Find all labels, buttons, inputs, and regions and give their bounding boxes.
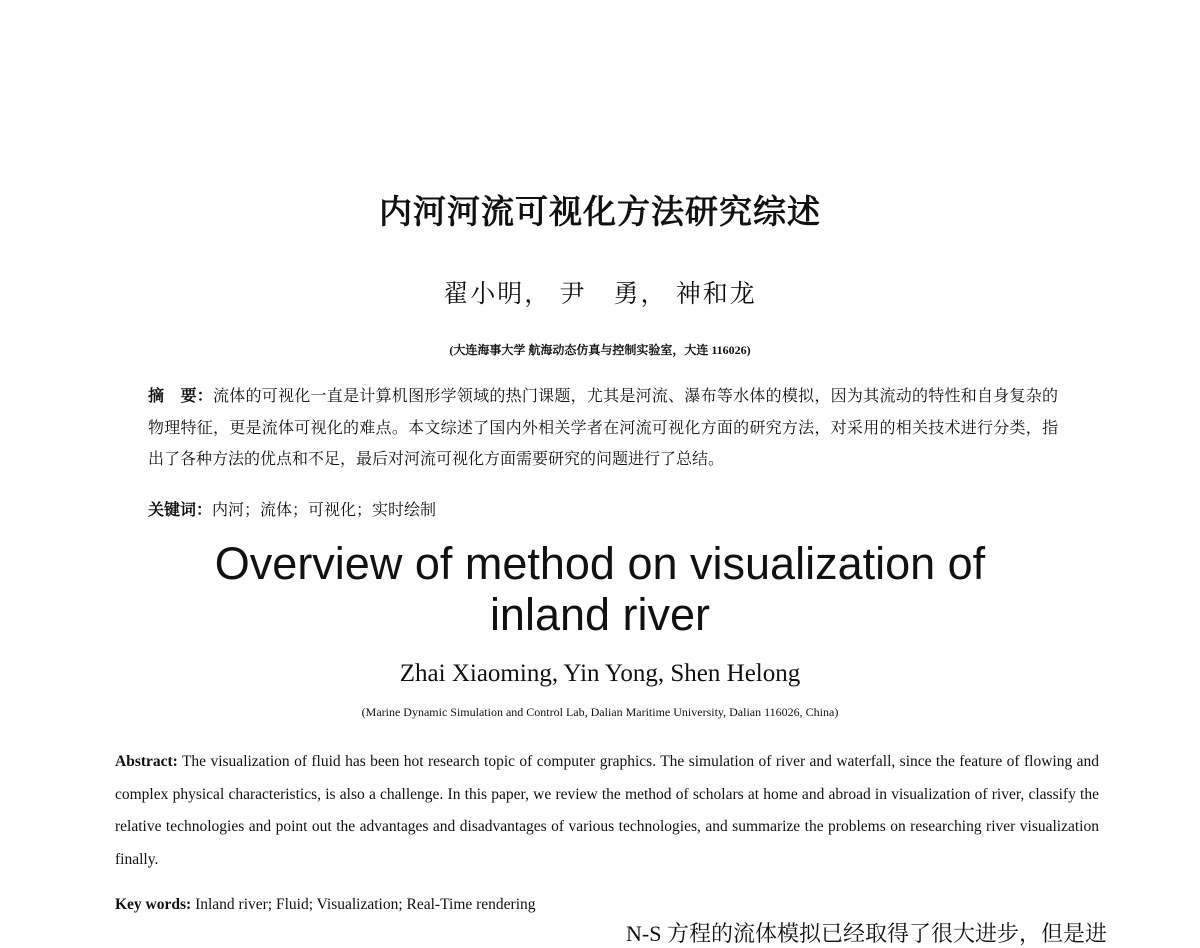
chinese-abstract-label: 摘 要： — [148, 388, 214, 405]
english-abstract-label: Abstract: — [115, 753, 178, 770]
chinese-keywords-label: 关键词： — [148, 502, 213, 519]
english-authors: Zhai Xiaoming, Yin Yong, Shen Helong — [399, 660, 801, 687]
chinese-abstract-text: 流体的可视化一直是计算机图形学领域的热门课题，尤其是河流、瀑布等水体的模拟，因为其流动的特性和自身复杂的物理特征，更是流体可视化的难点。本文综述了国内外相关学者在河流可视化方面的研究方法，对采用的相关技术进行分类，指出了各种方法的优点和不足，最后对河流可视化方面需要研究的问题进行了总结。 — [148, 388, 1058, 468]
chinese-keywords-text: 内河；流体；可视化；实时绘制 — [212, 502, 437, 519]
chinese-title: 内河河流可视化方法研究综述 — [379, 195, 821, 231]
english-abstract — [115, 746, 1099, 876]
chinese-affiliation: (大连海事大学 航海动态仿真与控制实验室，大连 116026) — [449, 343, 751, 357]
body-text-fragment: N-S 方程的流体模拟已经取得了很大进步，但是进 — [626, 921, 1107, 946]
english-affiliation: (Marine Dynamic Simulation and Control Lab, Dalian Maritime University, Dalian 116026, China) — [361, 705, 839, 719]
english-title-line-1: Overview of method on visualization of — [214, 538, 986, 589]
english-keywords-text: Inland river; Fluid; Visualization; Real-Time rendering — [191, 896, 536, 913]
chinese-abstract — [148, 381, 1058, 476]
english-keywords — [115, 896, 536, 914]
english-title — [0, 538, 1200, 640]
chinese-keywords — [148, 497, 436, 520]
chinese-authors: 翟小明， 尹 勇， 神和龙 — [443, 281, 757, 308]
english-abstract-text: The visualization of fluid has been hot research topic of computer graphics. The simulation of river and waterfall, since the feature of flowing and complex physical characteristics, is also a challenge. In this paper, we review the method of scholars at home and abroad in visualization of river, classify the relative technologies and point out the advantages and disadvantages of various technologies, and summarize the problems on researching river visualization finally. — [115, 753, 1099, 868]
english-title-line-2: inland river — [489, 589, 711, 640]
english-keywords-label: Key words: — [115, 896, 192, 913]
